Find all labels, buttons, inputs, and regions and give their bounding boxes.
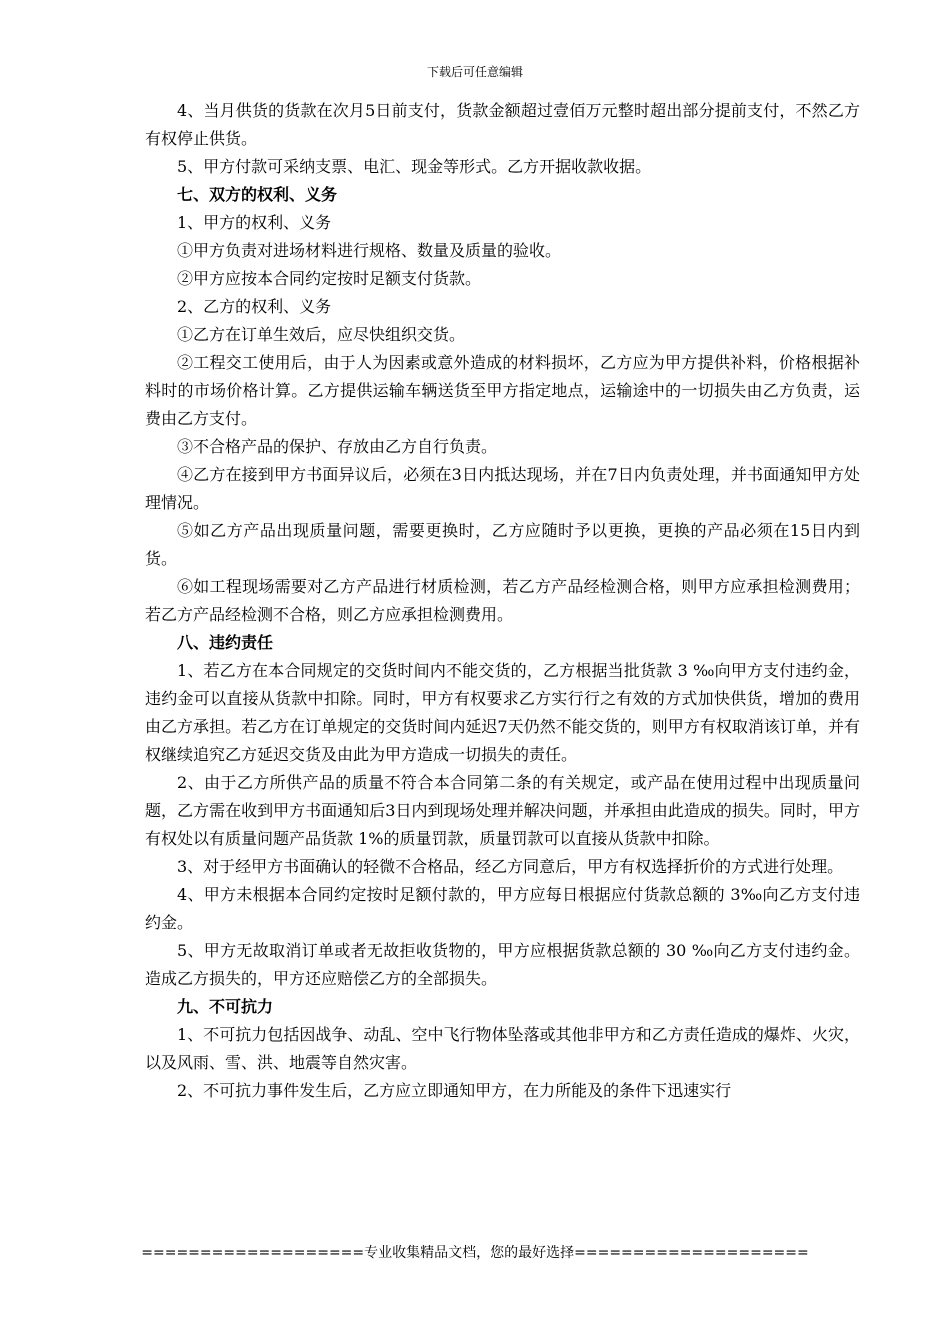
- clause-party-a-1: ①甲方负责对进场材料进行规格、数量及质量的验收。: [177, 241, 562, 260]
- clause-force-majeure-1: 1、不可抗力包括因战争、动乱、空中飞行物体坠落或其他非甲方和乙方责任造成的爆炸、火灾，以及风雨、雪、洪、地震等自然灾害。: [145, 1025, 860, 1072]
- clause-party-b-4: ④乙方在接到甲方书面异议后，必须在3日内抵达现场，并在7日内负责处理，并书面通知甲方处理情况。: [145, 465, 860, 512]
- document-body: [145, 97, 860, 1105]
- clause-party-b-3: ③不合格产品的保护、存放由乙方自行负责。: [177, 437, 498, 456]
- clause-party-a-2: ②甲方应按本合同约定按时足额支付货款。: [177, 269, 482, 288]
- clause-liability-3: 3、对于经甲方书面确认的轻微不合格品，经乙方同意后，甲方有权选择折价的方式进行处理。: [177, 857, 844, 876]
- page-header: 下载后可任意编辑: [426, 65, 523, 79]
- section-heading-liability: 八、违约责任: [177, 633, 274, 652]
- section-heading-rights-duties: 七、双方的权利、义务: [177, 185, 338, 204]
- clause-party-b-2: ②工程交工使用后，由于人为因素或意外造成的材料损坏，乙方应为甲方提供补料，价格根据补料时的市场价格计算。乙方提供运输车辆送货至甲方指定地点，运输途中的一切损失由乙方负责，运费由乙方支付。: [145, 353, 860, 428]
- clause-liability-5: 5、甲方无故取消订单或者无故拒收货物的，甲方应根据货款总额的 30 ‰向乙方支付违约金。造成乙方损失的，甲方还应赔偿乙方的全部损失。: [145, 941, 860, 988]
- paragraph-payment-methods: 5、甲方付款可采纳支票、电汇、现金等形式。乙方开据收款收据。: [177, 157, 652, 176]
- clause-party-b-6: ⑥如工程现场需要对乙方产品进行材质检测，若乙方产品经检测合格，则甲方应承担检测费用；若乙方产品经检测不合格，则乙方应承担检测费用。: [145, 577, 860, 624]
- clause-liability-2: 2、由于乙方所供产品的质量不符合本合同第二条的有关规定，或产品在使用过程中出现质量问题，乙方需在收到甲方书面通知后3日内到现场处理并解决问题，并承担由此造成的损失。同时，甲方有权处以有质量问题产品货款 1%的质量罚款，质量罚款可以直接从货款中扣除。: [145, 773, 860, 848]
- clause-liability-4: 4、甲方未根据本合同约定按时足额付款的，甲方应每日根据应付货款总额的 3‰向乙方支付违约金。: [145, 885, 860, 932]
- clause-liability-1: 1、若乙方在本合同规定的交货时间内不能交货的，乙方根据当批货款 3 ‰向甲方支付违约金，违约金可以直接从货款中扣除。同时，甲方有权要求乙方实行行之有效的方式加快供货，增加的费用由乙方承担。若乙方在订单规定的交货时间内延迟7天仍然不能交货的，则甲方有权取消该订单，并有权继续追究乙方延迟交货及由此为甲方造成一切损失的责任。: [145, 661, 860, 764]
- section-heading-force-majeure: 九、不可抗力: [177, 997, 274, 1016]
- subheading-party-b-rights: 2、乙方的权利、义务: [177, 297, 332, 316]
- clause-force-majeure-2: 2、不可抗力事件发生后，乙方应立即通知甲方，在力所能及的条件下迅速实行: [177, 1081, 732, 1100]
- page-footer: ===================专业收集精品文档，您的最好选择====================: [141, 1245, 809, 1261]
- paragraph-payment-schedule: 4、当月供货的货款在次月5日前支付，货款金额超过壹佰万元整时超出部分提前支付，不然乙方有权停止供货。: [145, 101, 860, 148]
- subheading-party-a-rights: 1、甲方的权利、义务: [177, 213, 332, 232]
- clause-party-b-5: ⑤如乙方产品出现质量问题，需要更换时，乙方应随时予以更换，更换的产品必须在15日内到货。: [145, 521, 860, 568]
- clause-party-b-1: ①乙方在订单生效后，应尽快组织交货。: [177, 325, 466, 344]
